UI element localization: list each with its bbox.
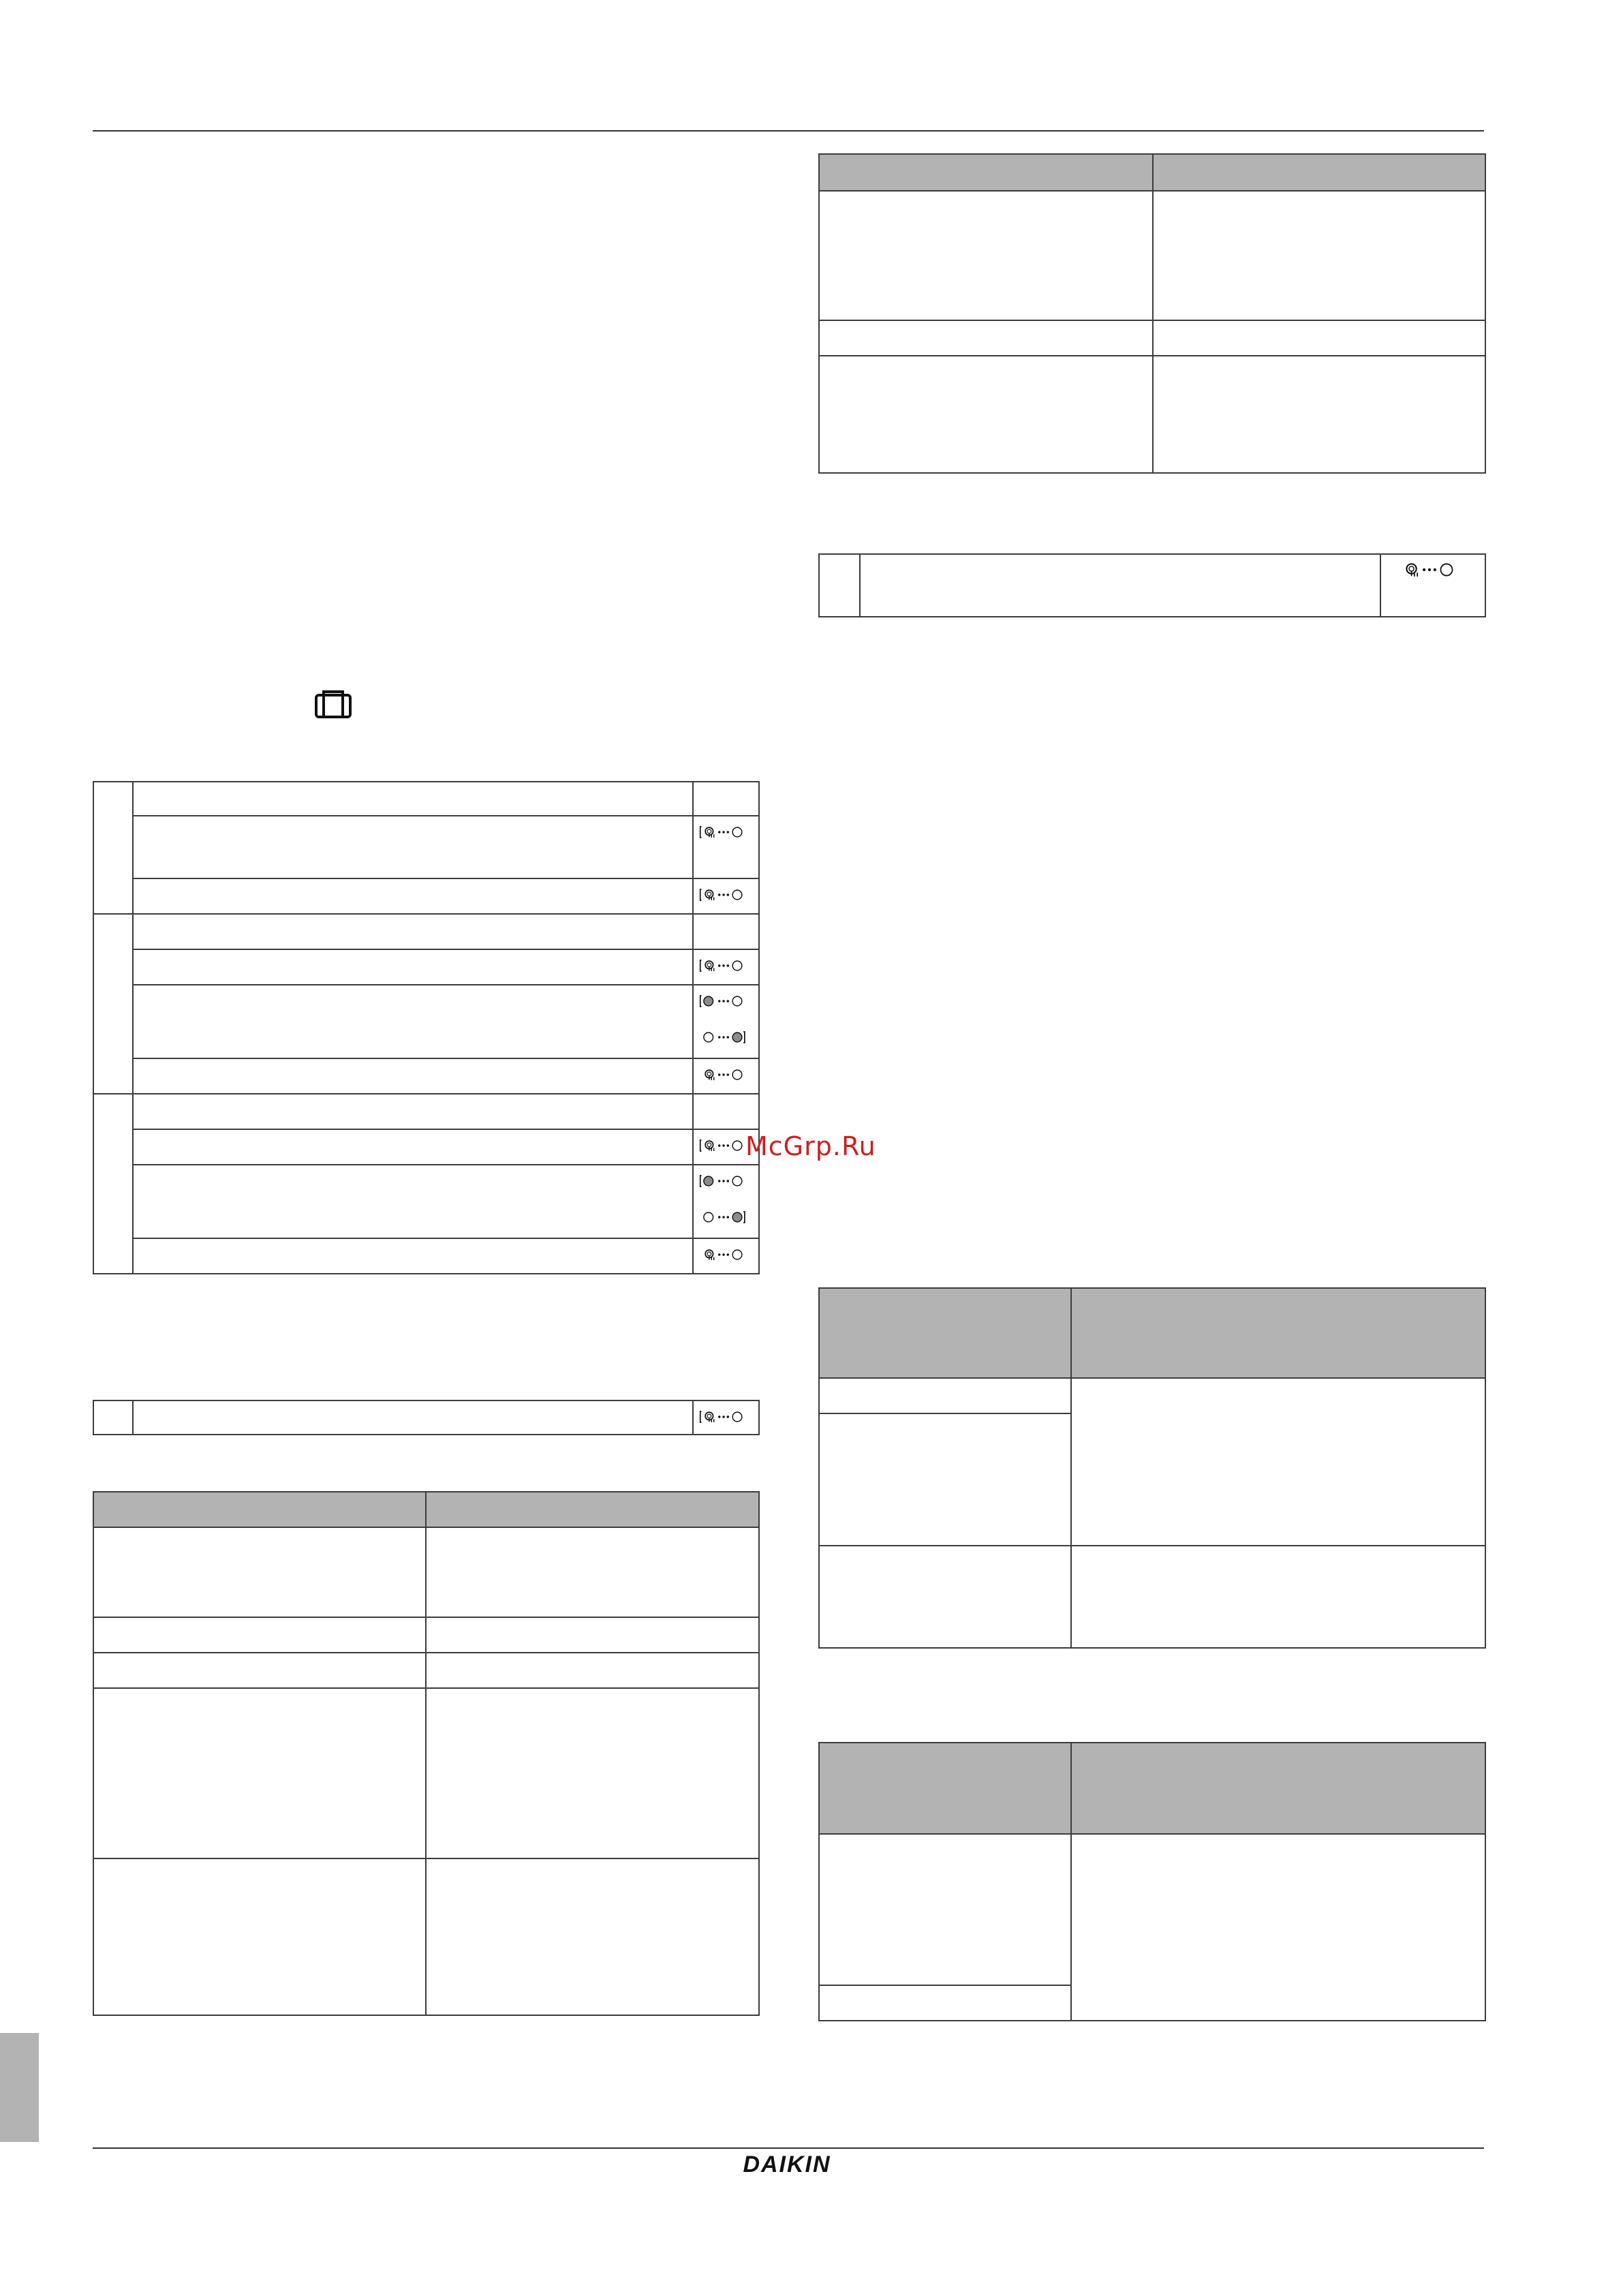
table-cell <box>1153 191 1485 320</box>
step-text-cell <box>133 914 693 949</box>
led-right-on-icon <box>699 1208 754 1226</box>
table-header-cell <box>819 1743 1071 1834</box>
step-text-cell <box>133 1129 693 1165</box>
table-cell <box>819 1546 1071 1648</box>
right-mid-table <box>818 1287 1486 1649</box>
table-cell <box>93 1653 426 1688</box>
watermark-text: McGrp.Ru <box>745 1131 876 1161</box>
step-text-cell <box>133 1238 693 1274</box>
table-cell <box>93 1527 426 1617</box>
table-header-cell <box>1071 1288 1485 1378</box>
table-cell <box>819 320 1153 356</box>
step-icon-cell <box>693 914 759 949</box>
step-number-cell <box>93 914 133 1094</box>
table-header-cell <box>1153 154 1485 191</box>
step-icon-cell <box>693 782 759 816</box>
step-icon-cell <box>693 1400 759 1435</box>
finger-press-release-icon <box>699 1246 754 1264</box>
finger-press-release-icon <box>1399 559 1467 581</box>
right-bottom-table <box>818 1742 1486 2021</box>
table-cell <box>93 1858 426 2015</box>
step-number-cell <box>93 782 133 914</box>
led-right-on-icon <box>699 1028 754 1046</box>
finger-press-release-icon <box>699 823 754 841</box>
finger-press-release-icon <box>699 1408 754 1426</box>
right-single-step-table <box>818 553 1486 617</box>
table-cell <box>1071 1834 1485 2021</box>
step-text-cell <box>133 878 693 914</box>
step-text-cell <box>133 1165 693 1238</box>
table-cell <box>819 1985 1071 2021</box>
step-number-cell <box>93 1094 133 1274</box>
step-text-cell <box>133 1058 693 1094</box>
daikin-logo: DAIKIN <box>743 2152 831 2177</box>
table-cell <box>819 1413 1071 1546</box>
step-icon-cell <box>693 1165 759 1238</box>
step-icon-cell <box>693 1094 759 1129</box>
table-cell <box>819 191 1153 320</box>
step-icon-cell <box>693 878 759 914</box>
table-cell <box>1071 1546 1485 1648</box>
table-cell <box>426 1688 759 1858</box>
step-icon-cell <box>693 949 759 985</box>
table-cell <box>1153 320 1485 356</box>
step-text-cell <box>133 782 693 816</box>
step-icon-cell <box>1380 554 1485 617</box>
table-header-cell <box>819 154 1153 191</box>
table-cell <box>93 1688 426 1858</box>
led-left-on-icon <box>699 992 754 1010</box>
table-cell <box>819 1834 1071 1985</box>
finger-press-release-icon <box>699 886 754 904</box>
step-text-cell <box>133 1094 693 1129</box>
table-cell <box>819 1378 1071 1413</box>
table-header-cell <box>1071 1743 1485 1834</box>
step-number-cell <box>819 554 860 617</box>
header-rule <box>93 130 1484 132</box>
step-text-cell <box>133 949 693 985</box>
table-cell <box>93 1617 426 1653</box>
table-cell <box>426 1617 759 1653</box>
step-icon-cell <box>693 816 759 878</box>
table-header-cell <box>93 1492 426 1527</box>
procedure-table <box>93 781 760 1274</box>
table-cell <box>1153 356 1485 473</box>
table-header-cell <box>426 1492 759 1527</box>
table-cell <box>426 1653 759 1688</box>
table-cell <box>1071 1378 1485 1546</box>
step-icon-cell <box>693 985 759 1058</box>
step-icon-cell <box>693 1238 759 1274</box>
finger-press-release-icon <box>699 957 754 975</box>
finger-press-release-icon <box>699 1066 754 1084</box>
led-left-on-icon <box>699 1172 754 1190</box>
single-step-table <box>93 1400 760 1435</box>
table-cell <box>819 356 1153 473</box>
step-text-cell <box>133 1400 693 1435</box>
right-top-table <box>818 153 1486 474</box>
table-cell <box>426 1527 759 1617</box>
step-text-cell <box>860 554 1380 617</box>
table-cell <box>426 1858 759 2015</box>
side-tab <box>0 2033 39 2142</box>
footer-rule <box>93 2147 1484 2149</box>
step-number-cell <box>93 1400 133 1435</box>
table-header-cell <box>819 1288 1071 1378</box>
menu-box-icon <box>314 690 352 718</box>
step-text-cell <box>133 985 693 1058</box>
step-icon-cell <box>693 1058 759 1094</box>
step-text-cell <box>133 816 693 878</box>
left-info-table <box>93 1491 760 2016</box>
